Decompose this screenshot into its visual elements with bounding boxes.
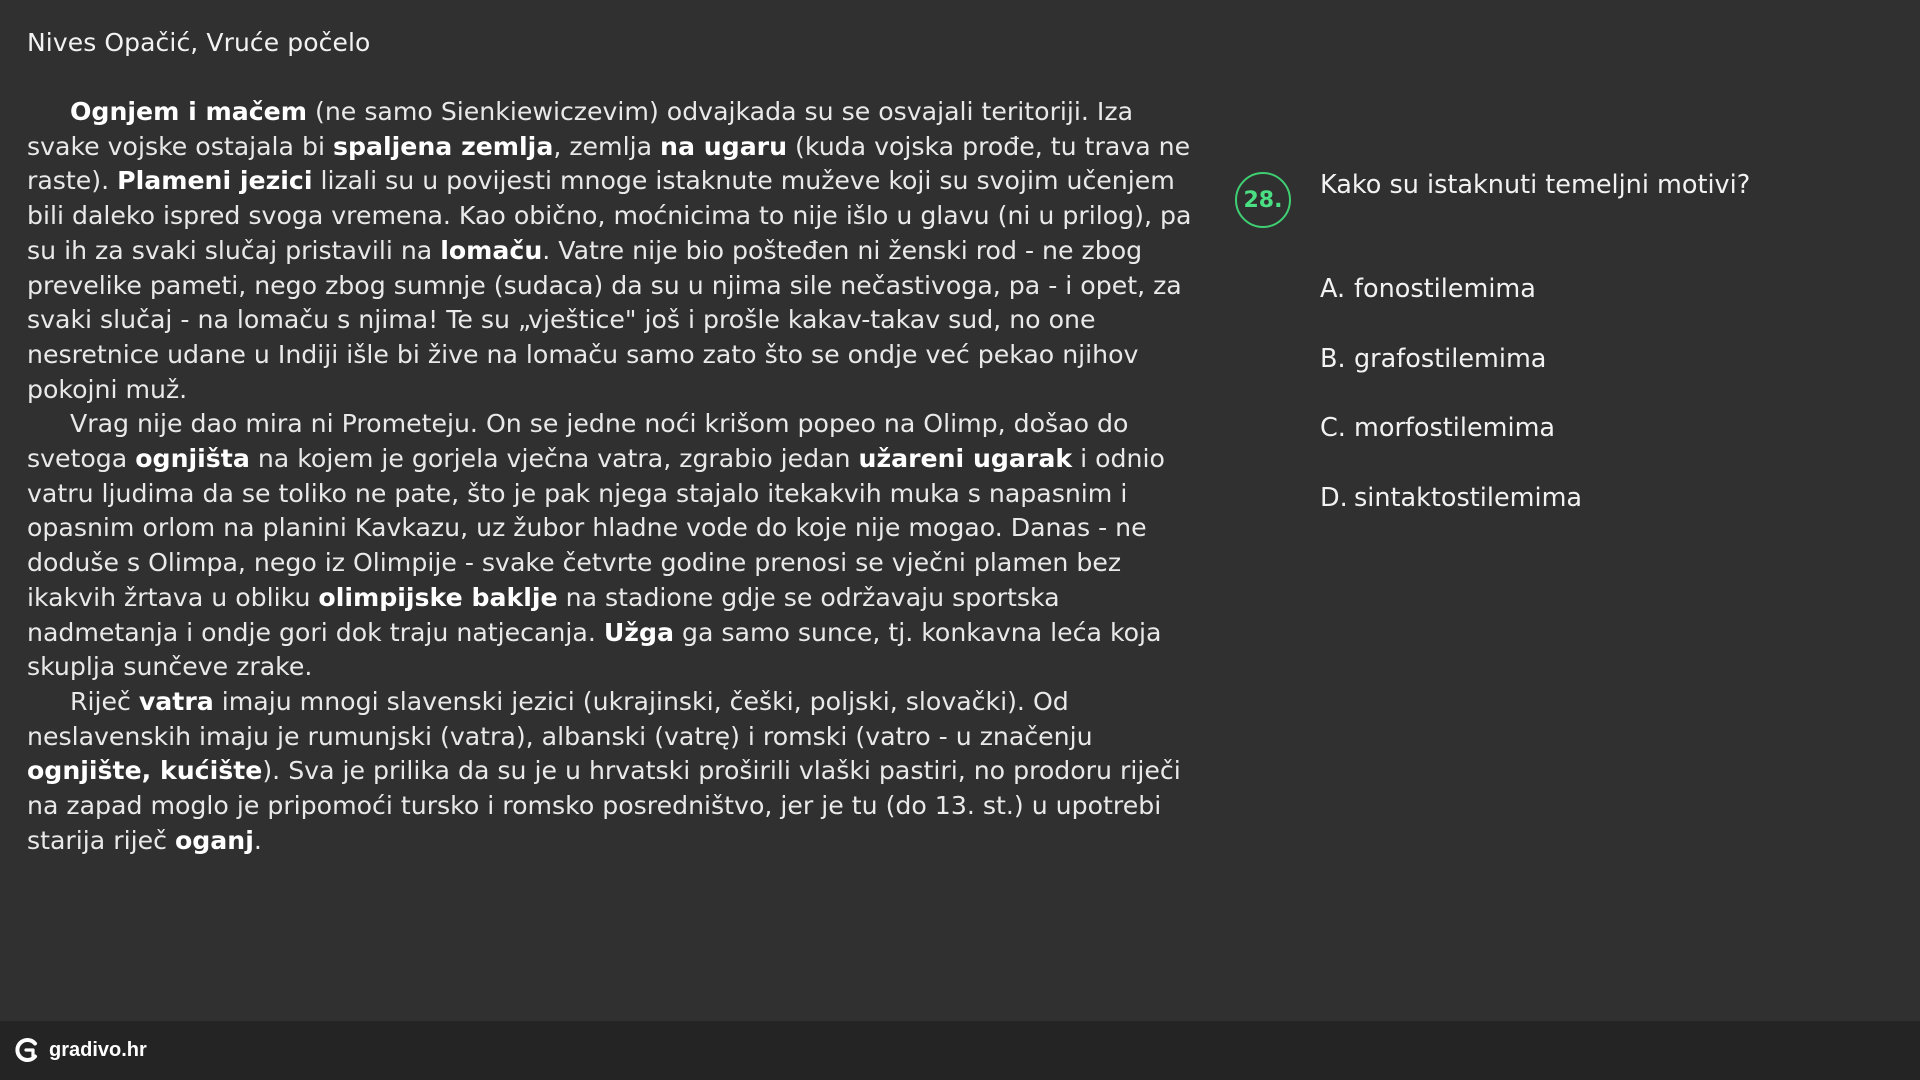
emphasized-term: Plameni jezici xyxy=(117,166,313,196)
passage-text-run: ga samo sunce, tj. konkavna leća koja skuplja sunčeve zrake. xyxy=(27,617,1162,682)
gradivo-logo-icon xyxy=(13,1036,41,1064)
answer-option-d[interactable] xyxy=(1320,480,1582,550)
emphasized-term: oganj xyxy=(174,825,254,855)
answer-options xyxy=(1320,271,1582,549)
option-text: morfostilemima xyxy=(1354,413,1556,443)
footer-bar xyxy=(0,1021,1920,1080)
option-text: grafostilemima xyxy=(1354,343,1547,374)
emphasized-term: na ugaru xyxy=(660,131,788,161)
passage-text-run: . xyxy=(253,825,262,855)
brand-name: gradivo.hr xyxy=(49,1039,147,1061)
emphasized-term: ognjište, kućište xyxy=(27,756,263,786)
emphasized-term: lomaču xyxy=(440,235,543,265)
passage-text-run: na kojem je gorjela vječna vatra, zgrabio jedan xyxy=(249,444,859,474)
answer-option-c[interactable] xyxy=(1320,410,1582,480)
passage-text-run: . Vatre nije bio pošteđen ni ženski rod - ne zbog prevelike pameti, nego zbog sumnje (sudaca) da su u njima sile nečastivoga, pa - i opet, za svaki slučaj - na lomaču s njima! Te su „vještice" još i prošle kakav-takav sud, no one nesretnice udane u Indiji išle bi žive na lomaču samo zato što se ondje već pekao njihov pokojni muž. xyxy=(27,235,1182,404)
question-text: Kako su istaknuti temeljni motivi? xyxy=(1320,170,1751,200)
passage-paragraph xyxy=(27,685,1207,859)
passage-text-run: na stadione gdje se održavaju sportska nadmetanja i ondje gori dok traju natjecanja. xyxy=(27,582,1060,647)
passage-paragraph xyxy=(27,95,1207,407)
passage-text-run: (kuda vojska prođe, tu trava ne raste). xyxy=(27,131,1191,196)
option-letter: D. xyxy=(1320,482,1348,513)
emphasized-term: Ognjem i mačem xyxy=(70,97,308,126)
passage-paragraph xyxy=(27,407,1207,685)
answer-option-b[interactable] xyxy=(1320,341,1582,411)
option-letter: C. xyxy=(1320,413,1346,443)
option-letter: B. xyxy=(1320,343,1346,374)
question-number-badge: 28. xyxy=(1235,172,1291,228)
passage-text-run: Riječ xyxy=(70,686,139,716)
emphasized-term: olimpijske baklje xyxy=(318,582,558,612)
emphasized-term: vatra xyxy=(138,686,214,716)
passage-text-run: , zemlja xyxy=(553,131,661,161)
emphasized-term: užareni ugarak xyxy=(858,444,1073,474)
emphasized-term: spaljena zemlja xyxy=(333,131,554,161)
passage-text-run: ). Sva je prilika da su je u hrvatski proširili vlaški pastiri, no prodoru riječi na zapad moglo je pripomoći tursko i romsko posredništvo, jer je tu (do 13. st.) u upotrebi starija riječ xyxy=(27,756,1181,855)
emphasized-term: Užga xyxy=(603,617,674,647)
option-text: sintaktostilemima xyxy=(1354,482,1583,513)
document-title: Nives Opačić, Vruće počelo xyxy=(27,28,371,57)
passage-text-run: imaju mnogi slavenski jezici (ukrajinski, češki, poljski, slovački). Od neslavenskih imaju je rumunjski (vatra), albanski (vatrę) i romski (vatro - u značenju xyxy=(27,686,1093,751)
brand-link[interactable] xyxy=(13,1036,147,1064)
passage-text xyxy=(27,95,1207,858)
passage-text-run: (ne samo Sienkiewiczevim) odvajkada su se osvajali teritoriji. Iza svake vojske ostajala bi xyxy=(27,97,1134,161)
passage-text-run: i odnio vatru ljudima da se toliko ne pate, što je pak njega stajalo itekakvih muka s napasnim i opasnim orlom na planini Kavkazu, uz žubor hladne vode do koje nije mogao. Danas - ne doduše s Olimpa, nego iz Olimpije - svake četvrte godine prenosi se vječni plamen bez ikakvih žrtava u obliku xyxy=(27,444,1165,612)
answer-option-a[interactable] xyxy=(1320,271,1582,341)
passage-text-run: Vrag nije dao mira ni Prometeju. On se jedne noći krišom popeo na Olimp, došao do svetoga xyxy=(27,409,1129,474)
option-letter: A. xyxy=(1320,274,1346,304)
passage-text-run: lizali su u povijesti mnoge istaknute muževe koji su svojim učenjem bili daleko ispred svoga vremena. Kao obično, moćnicima to nije išlo u glavu (ni u prilog), pa su ih za svaki slučaj pristavili na xyxy=(27,166,1192,265)
option-text: fonostilemima xyxy=(1354,274,1536,304)
emphasized-term: ognjišta xyxy=(135,444,250,474)
